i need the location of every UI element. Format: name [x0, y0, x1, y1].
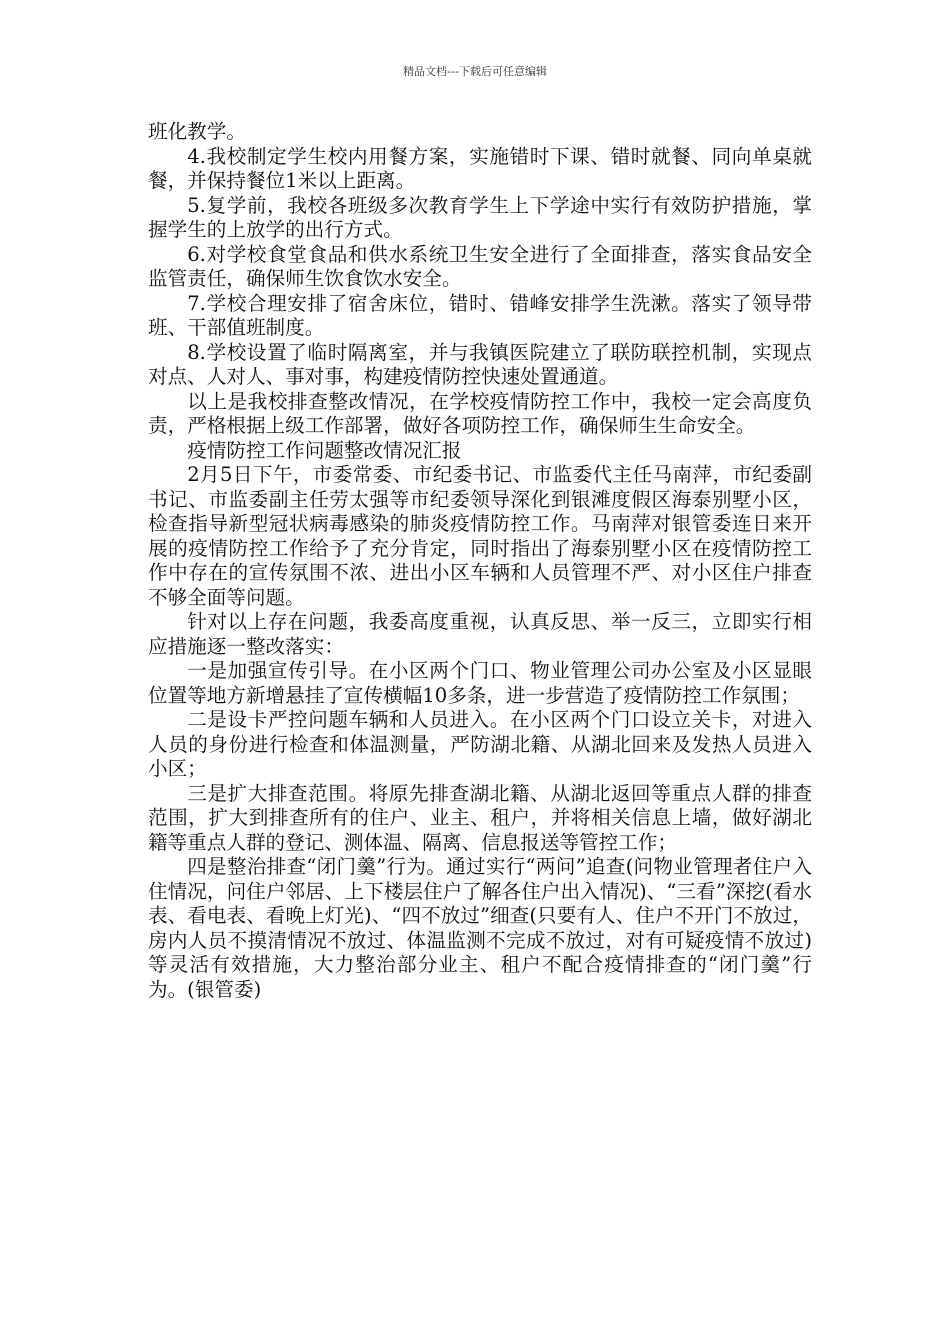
section-title: 疫情防控工作问题整改情况汇报 [187, 438, 462, 462]
paragraph: 以上是我校排查整改情况，在学校疫情防控工作中，我校一定会高度负责，严格根据上级工作部署，做好各项防控工作，确保师生生命安全。 [148, 389, 812, 437]
paragraph: 7.学校合理安排了宿舍床位，错时、错峰安排学生洗漱。落实了领导带班、干部值班制度。 [148, 291, 812, 339]
page-header: 精品文档---下载后可任意编辑 [403, 65, 547, 78]
paragraph: 班化教学。 [148, 120, 246, 143]
paragraph: 6.对学校食堂食品和供水系统卫生安全进行了全面排查，落实食品安全监管责任，确保师生饮食饮水安全。 [148, 242, 812, 290]
paragraph: 8.学校设置了临时隔离室，并与我镇医院建立了联防联控机制，实现点对点、人对人、事对事，构建疫情防控快速处置通道。 [148, 340, 812, 388]
paragraph: 5.复学前，我校各班级多次教育学生上下学途中实行有效防护措施，掌握学生的上放学的出行方式。 [148, 193, 812, 241]
paragraph: 二是设卡严控问题车辆和人员进入。在小区两个门口设立关卡，对进入人员的身份进行检查和体温测量，严防湖北籍、从湖北回来及发热人员进入小区； [148, 708, 812, 780]
paragraph: 四是整治排查“闭门羹”行为。通过实行“两问”追查(问物业管理者住户入住情况，问住户邻居、上下楼层住户了解各住户出入情况)、“三看”深挖(看水表、看电表、看晚上灯光)、“四不放过”细查(只要有人、住户不开门不放过，房内人员不摸清情况不放过、体温监测不完成不放过，对有可疑疫情不放过)等灵活有效措施，大力整治部分业主、租户不配合疫情排查的“闭门羹”行为。(银管委) [148, 855, 812, 1001]
document-body [148, 120, 812, 1002]
paragraph: 针对以上存在问题，我委高度重视，认真反思、举一反三，立即实行相应措施逐一整改落实： [148, 610, 812, 658]
paragraph: 三是扩大排查范围。将原先排查湖北籍、从湖北返回等重点人群的排查范围，扩大到排查所有的住户、业主、租户，并将相关信息上墙，做好湖北籍等重点人群的登记、测体温、隔离、信息报送等管控工作； [148, 781, 812, 854]
paragraph: 2月5日下午，市委常委、市纪委书记、市监委代主任马南萍，市纪委副书记、市监委副主任劳太强等市纪委领导深化到银滩度假区海泰别墅小区，检查指导新型冠状病毒感染的肺炎疫情防控工作。马南萍对银管委连日来开展的疫情防控工作给予了充分肯定，同时指出了海泰别墅小区在疫情防控工作中存在的宣传氛围不浓、进出小区车辆和人员管理不严、对小区住户排查不够全面等问题。 [148, 463, 812, 609]
paragraph: 4.我校制定学生校内用餐方案，实施错时下课、错时就餐、同向单桌就餐，并保持餐位1米以上距离。 [148, 144, 812, 192]
paragraph: 一是加强宣传引导。在小区两个门口、物业管理公司办公室及小区显眼位置等地方新增悬挂了宣传横幅10多条，进一步营造了疫情防控工作氛围； [148, 659, 812, 707]
